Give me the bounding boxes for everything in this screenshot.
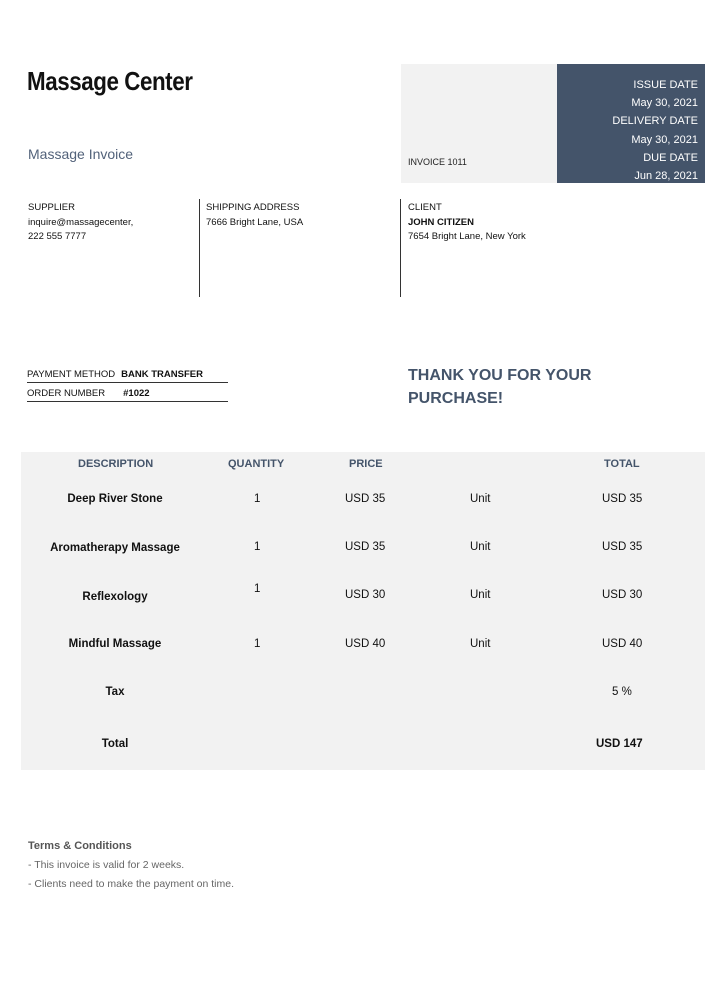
order-number-label: ORDER NUMBER xyxy=(27,388,106,399)
row-quantity: 1 xyxy=(254,583,261,595)
terms-title: Terms & Conditions xyxy=(28,840,132,852)
delivery-date: May 30, 2021 xyxy=(631,133,698,146)
row-quantity: 1 xyxy=(254,493,261,505)
invoice-number: INVOICE 1011 xyxy=(408,157,467,167)
row-description: Reflexology xyxy=(82,591,148,603)
supplier-email: inquire@massagecenter, xyxy=(28,216,134,228)
row-quantity: 1 xyxy=(254,541,261,553)
divider xyxy=(400,199,401,297)
supplier-phone: 222 555 7777 xyxy=(28,231,87,242)
dates-panel xyxy=(557,64,705,183)
row-description: Deep River Stone xyxy=(67,493,163,505)
row-total: USD 35 xyxy=(602,541,643,553)
client-name: JOHN CITIZEN xyxy=(408,216,474,228)
row-total: USD 35 xyxy=(602,493,643,505)
shipping-label: SHIPPING ADDRESS xyxy=(206,202,300,213)
invoice-subtitle: Massage Invoice xyxy=(28,146,134,162)
due-date-label: DUE DATE xyxy=(643,151,698,164)
issue-date: May 30, 2021 xyxy=(631,97,698,110)
row-quantity: 1 xyxy=(254,638,261,650)
row-unit: Unit xyxy=(470,589,491,601)
order-number-value: #1022 xyxy=(123,388,150,399)
row-total: USD 40 xyxy=(602,638,643,650)
tax-label: Tax xyxy=(105,686,125,698)
due-date: Jun 28, 2021 xyxy=(634,170,698,183)
row-unit: Unit xyxy=(470,541,491,553)
row-total: USD 30 xyxy=(602,589,643,601)
client-address: 7654 Bright Lane, New York xyxy=(408,231,526,242)
terms-item: - This invoice is valid for 2 weeks. xyxy=(28,859,185,871)
client-label: CLIENT xyxy=(408,202,442,213)
divider xyxy=(199,199,200,297)
row-price: USD 35 xyxy=(345,493,386,505)
row-description: Aromatherapy Massage xyxy=(50,542,180,554)
header-price: PRICE xyxy=(349,458,383,470)
header-description: DESCRIPTION xyxy=(78,458,154,470)
header-quantity: QUANTITY xyxy=(228,458,285,470)
terms-item: - Clients need to make the payment on time. xyxy=(28,878,235,890)
delivery-date-label: DELIVERY DATE xyxy=(612,115,698,128)
row-unit: Unit xyxy=(470,638,491,650)
order-number-row xyxy=(27,388,228,402)
items-table xyxy=(21,452,705,770)
shipping-address: 7666 Bright Lane, USA xyxy=(206,216,304,228)
shipping-block xyxy=(206,201,303,230)
row-price: USD 40 xyxy=(345,638,386,650)
row-price: USD 35 xyxy=(345,541,386,553)
total-label: Total xyxy=(101,738,129,750)
supplier-block xyxy=(28,201,133,245)
header-total: TOTAL xyxy=(604,458,640,470)
issue-date-label: ISSUE DATE xyxy=(633,79,698,91)
total-value: USD 147 xyxy=(596,738,643,750)
row-description: Mindful Massage xyxy=(68,638,162,650)
payment-method-row xyxy=(27,369,228,383)
client-block xyxy=(408,201,526,245)
row-price: USD 30 xyxy=(345,589,386,601)
supplier-label: SUPPLIER xyxy=(28,202,75,213)
thank-you-message: THANK YOU FOR YOUR PURCHASE! xyxy=(408,367,592,407)
row-unit: Unit xyxy=(470,493,491,505)
company-name: Massage Center xyxy=(27,66,193,96)
payment-method-label: PAYMENT METHOD xyxy=(27,369,116,380)
payment-method-value: BANK TRANSFER xyxy=(121,369,203,380)
tax-value: 5 % xyxy=(612,686,632,698)
